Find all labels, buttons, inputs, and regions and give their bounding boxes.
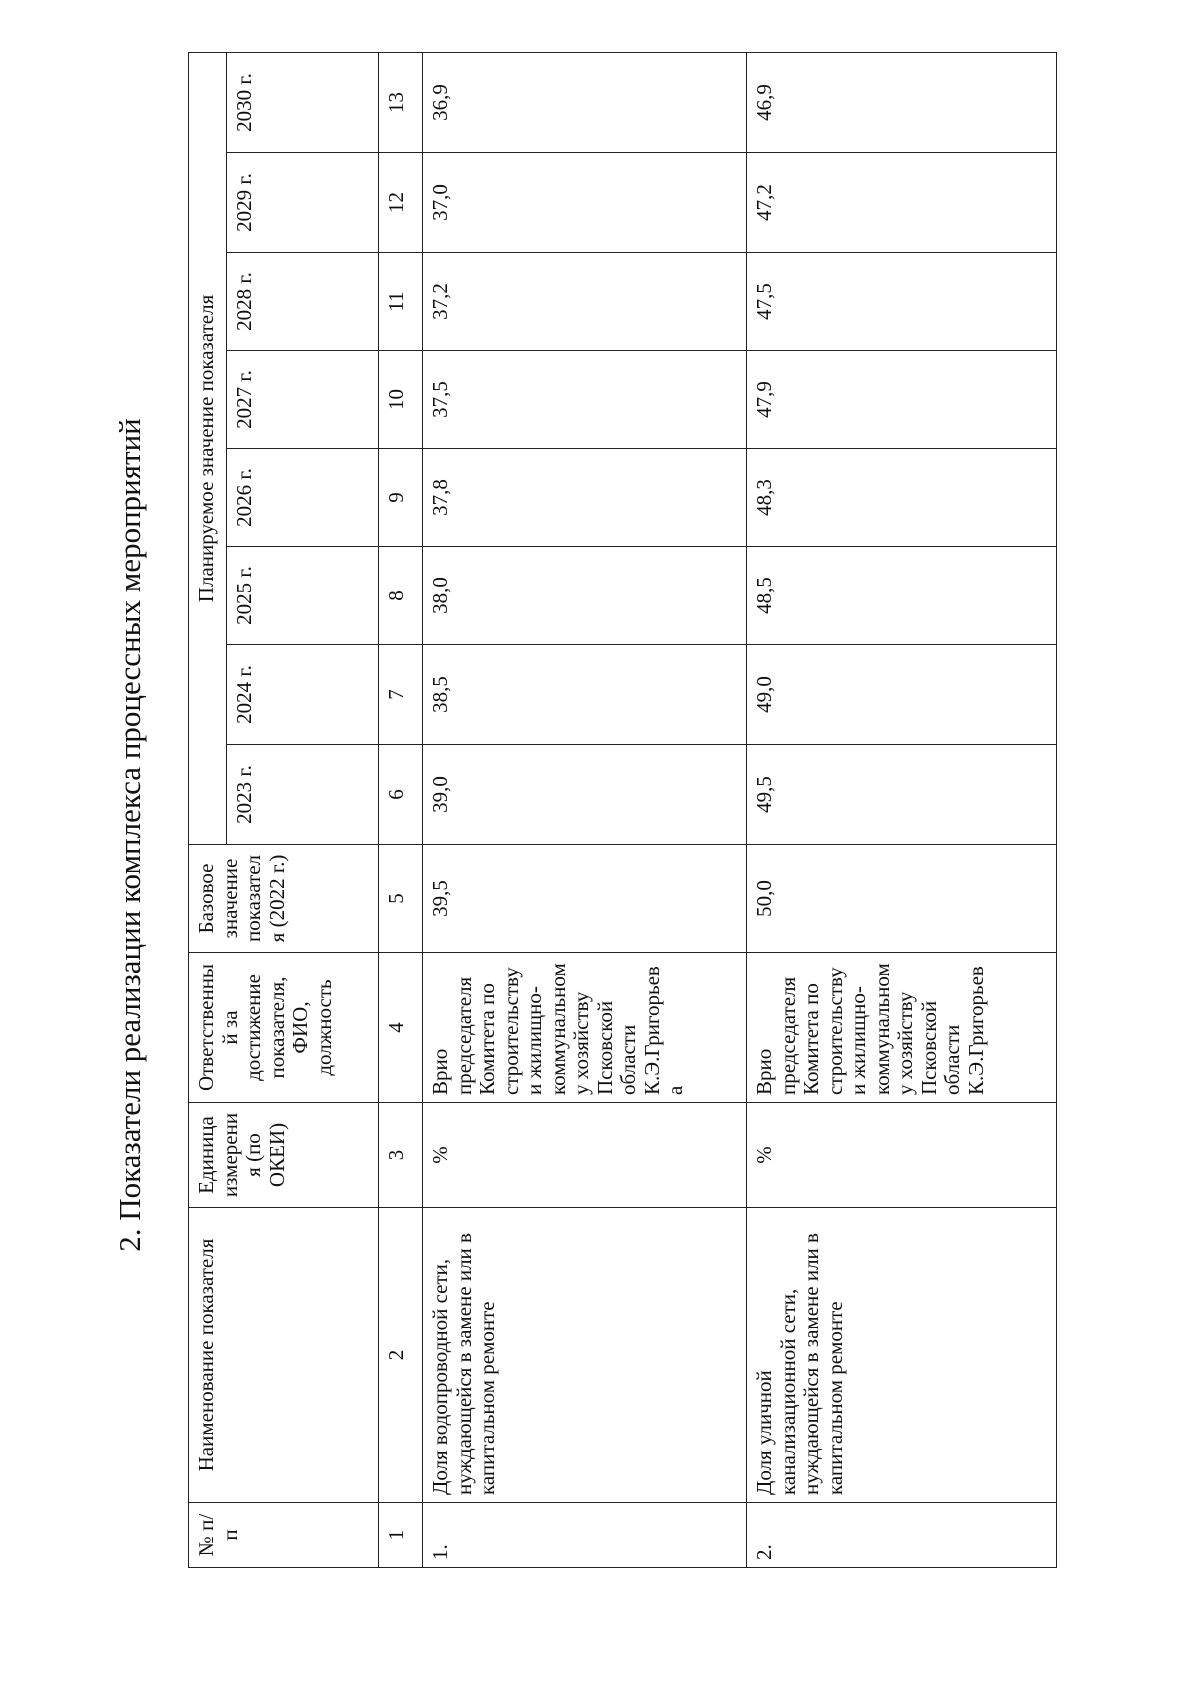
table-row <box>747 52 1057 1567</box>
row-unit: % <box>747 1103 1057 1208</box>
column-number: 4 <box>379 953 423 1103</box>
header-year-2024: 2024 г. <box>227 645 379 745</box>
row-responsible: Врио председателя Комитета по строительству и жилищно-коммунальному хозяйству Псковской области К.Э.Григорьева <box>423 953 747 1103</box>
row-value-2024: 38,5 <box>423 645 747 745</box>
header-year-2030: 2030 г. <box>227 52 379 152</box>
column-number: 13 <box>379 52 423 152</box>
indicators-table <box>188 52 1057 1568</box>
row-num: 1. <box>423 1503 747 1568</box>
row-value-2023: 49,5 <box>747 745 1057 845</box>
header-year-2023: 2023 г. <box>227 745 379 845</box>
document-title: 2. Показатели реализации комплекса процессных мероприятий <box>112 418 147 1252</box>
header-year-2027: 2027 г. <box>227 351 379 449</box>
row-unit: % <box>423 1103 747 1208</box>
row-value-2026: 48,3 <box>747 449 1057 547</box>
row-value-2028: 47,5 <box>747 253 1057 351</box>
header-year-2025: 2025 г. <box>227 547 379 645</box>
row-responsible: Врио председателя Комитета по строительству и жилищно-коммунальному хозяйству Псковской области К.Э.Григорьев <box>747 953 1057 1103</box>
column-number: 9 <box>379 449 423 547</box>
row-num: 2. <box>747 1503 1057 1568</box>
row-value-2024: 49,0 <box>747 645 1057 745</box>
row-value-2028: 37,2 <box>423 253 747 351</box>
header-responsible: Ответственный за достижение показателя, ФИО, должность <box>189 953 379 1103</box>
header-num: № п/п <box>189 1503 379 1568</box>
row-value-2029: 37,0 <box>423 153 747 253</box>
row-value-2030: 36,9 <box>423 52 747 152</box>
row-value-2027: 37,5 <box>423 351 747 449</box>
column-number: 3 <box>379 1103 423 1208</box>
row-value-2025: 48,5 <box>747 547 1057 645</box>
column-number: 2 <box>379 1208 423 1503</box>
row-value-2023: 39,0 <box>423 745 747 845</box>
header-year-2028: 2028 г. <box>227 253 379 351</box>
row-value-2025: 38,0 <box>423 547 747 645</box>
header-year-2026: 2026 г. <box>227 449 379 547</box>
header-unit: Единица измерения (по ОКЕИ) <box>189 1103 379 1208</box>
column-number: 5 <box>379 845 423 953</box>
header-name: Наименование показателя <box>189 1208 379 1503</box>
column-number: 6 <box>379 745 423 845</box>
column-number: 1 <box>379 1503 423 1568</box>
row-value-2026: 37,8 <box>423 449 747 547</box>
row-value-2027: 47,9 <box>747 351 1057 449</box>
column-number: 11 <box>379 253 423 351</box>
row-value-2029: 47,2 <box>747 153 1057 253</box>
header-row-1 <box>189 52 227 1567</box>
column-number-row <box>379 52 423 1567</box>
row-indicator-name: Доля уличной канализационной сети, нуждающейся в замене или в капитальном ремонте <box>747 1208 1057 1503</box>
row-base-value: 50,0 <box>747 845 1057 953</box>
column-number: 7 <box>379 645 423 745</box>
column-number: 8 <box>379 547 423 645</box>
column-number: 10 <box>379 351 423 449</box>
table-row <box>423 52 747 1567</box>
rotated-page <box>60 10 1200 1660</box>
row-value-2030: 46,9 <box>747 52 1057 152</box>
header-year-2029: 2029 г. <box>227 153 379 253</box>
header-base: Базовое значение показателя (2022 г.) <box>189 845 379 953</box>
column-number: 12 <box>379 153 423 253</box>
row-indicator-name: Доля водопроводной сети, нуждающейся в замене или в капитальном ремонте <box>423 1208 747 1503</box>
row-base-value: 39,5 <box>423 845 747 953</box>
header-planned: Планируемое значение показателя <box>189 52 227 844</box>
